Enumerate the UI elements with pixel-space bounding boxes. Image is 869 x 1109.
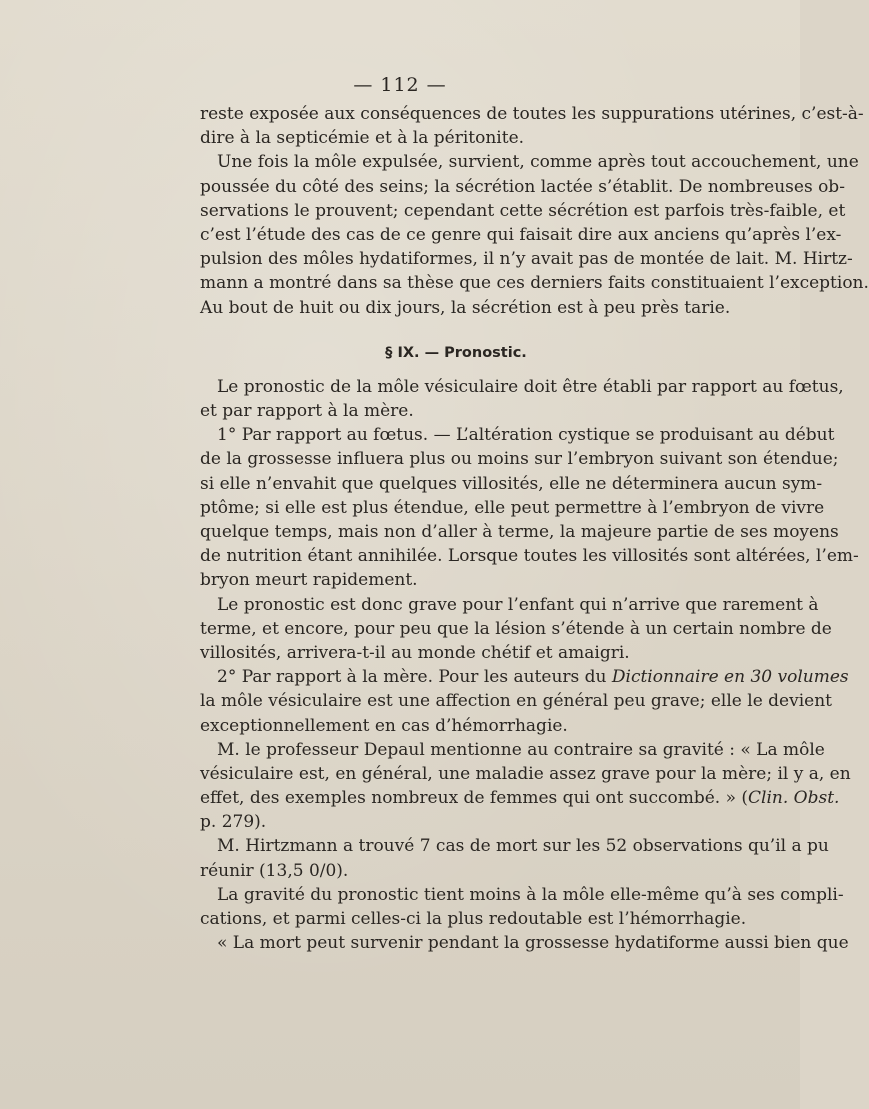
text-line: ptôme; si elle est plus étendue, elle peut permettre à l’embryon de vivre — [200, 497, 825, 518]
text-line: de la grossesse influera plus ou moins sur l’embryon suivant son étendue; — [200, 449, 839, 470]
text-line: p. 279). — [200, 812, 267, 833]
text-line: exceptionnellement en cas d’hémorrhagie. — [200, 715, 568, 736]
text-line: Le pronostic de la môle vésiculaire doit être établi par rapport au fœtus, — [217, 376, 844, 397]
text-line: c’est l’étude des cas de ce genre qui faisait dire aux anciens qu’après l’ex- — [200, 224, 842, 245]
text-line: M. le professeur Depaul mentionne au contraire sa gravité : « La môle — [217, 739, 825, 760]
text-line: vésiculaire est, en général, une maladie assez grave pour la mère; il y a, en — [200, 763, 851, 784]
text-line: bryon meurt rapidement. — [200, 570, 418, 591]
page-number: — 112 — — [353, 74, 447, 96]
text-line: servations le prouvent; cependant cette sécrétion est parfois très-faible, et — [200, 200, 846, 221]
text-line — [200, 665, 849, 689]
text-line: si elle n’envahit que quelques villosités, elle ne déterminera aucun sym- — [200, 473, 823, 494]
text-line: la môle vésiculaire est une affection en général peu grave; elle le devient — [200, 691, 832, 712]
text-line: Au bout de huit ou dix jours, la sécrétion est à peu près tarie. — [200, 297, 731, 318]
text-line: de nutrition étant annihilée. Lorsque toutes les villosités sont altérées, l’em- — [200, 546, 859, 567]
text-run: effet, des exemples nombreux de femmes qui ont succombé. » ( — [200, 788, 749, 809]
text-line: Le pronostic est donc grave pour l’enfant qui n’arrive que rarement à — [217, 594, 819, 615]
text-run: 2° Par rapport à la mère. Pour les auteurs du — [217, 667, 612, 688]
text-line: mann a montré dans sa thèse que ces derniers faits constituaient l’exception. — [200, 273, 869, 294]
text-line: poussée du côté des seins; la sécrétion lactée s’établit. De nombreuses ob- — [200, 176, 845, 197]
italic-title: Dictionnaire en 30 volumes — [611, 667, 849, 688]
text-line: « La mort peut survenir pendant la grossesse hydatiforme aussi bien que — [217, 933, 849, 954]
text-line: M. Hirtzmann a trouvé 7 cas de mort sur les 52 observations qu’il a pu — [217, 836, 829, 857]
text-line: La gravité du pronostic tient moins à la môle elle-même qu’à ses compli- — [217, 884, 844, 905]
text-body — [200, 102, 869, 955]
italic-citation: Clin. Obst. — [748, 788, 840, 809]
text-line: et par rapport à la mère. — [200, 401, 414, 422]
text-line: réunir (13,5 0/0). — [200, 860, 349, 881]
section-heading: § IX. — Pronostic. — [385, 344, 527, 361]
text-line: reste exposée aux conséquences de toutes les suppurations utérines, c’est-à- — [200, 104, 864, 124]
text-line: pulsion des môles hydatiformes, il n’y avait pas de montée de lait. M. Hirtz- — [200, 249, 853, 270]
text-line: terme, et encore, pour peu que la lésion s’étende à un certain nombre de — [200, 618, 832, 639]
text-line: Une fois la môle expulsée, survient, comme après tout accouchement, une — [217, 152, 859, 173]
text-line: dire à la septicémie et à la péritonite. — [200, 128, 525, 149]
text-line — [200, 786, 840, 810]
text-line: villosités, arrivera-t-il au monde chétif et amaigri. — [200, 642, 630, 663]
text-line: 1° Par rapport au fœtus. — L’altération cystique se produisant au début — [217, 425, 835, 446]
text-line: quelque temps, mais non d’aller à terme, la majeure partie de ses moyens — [200, 522, 839, 542]
text-line: cations, et parmi celles-ci la plus redoutable est l’hémorrhagie. — [200, 909, 747, 929]
